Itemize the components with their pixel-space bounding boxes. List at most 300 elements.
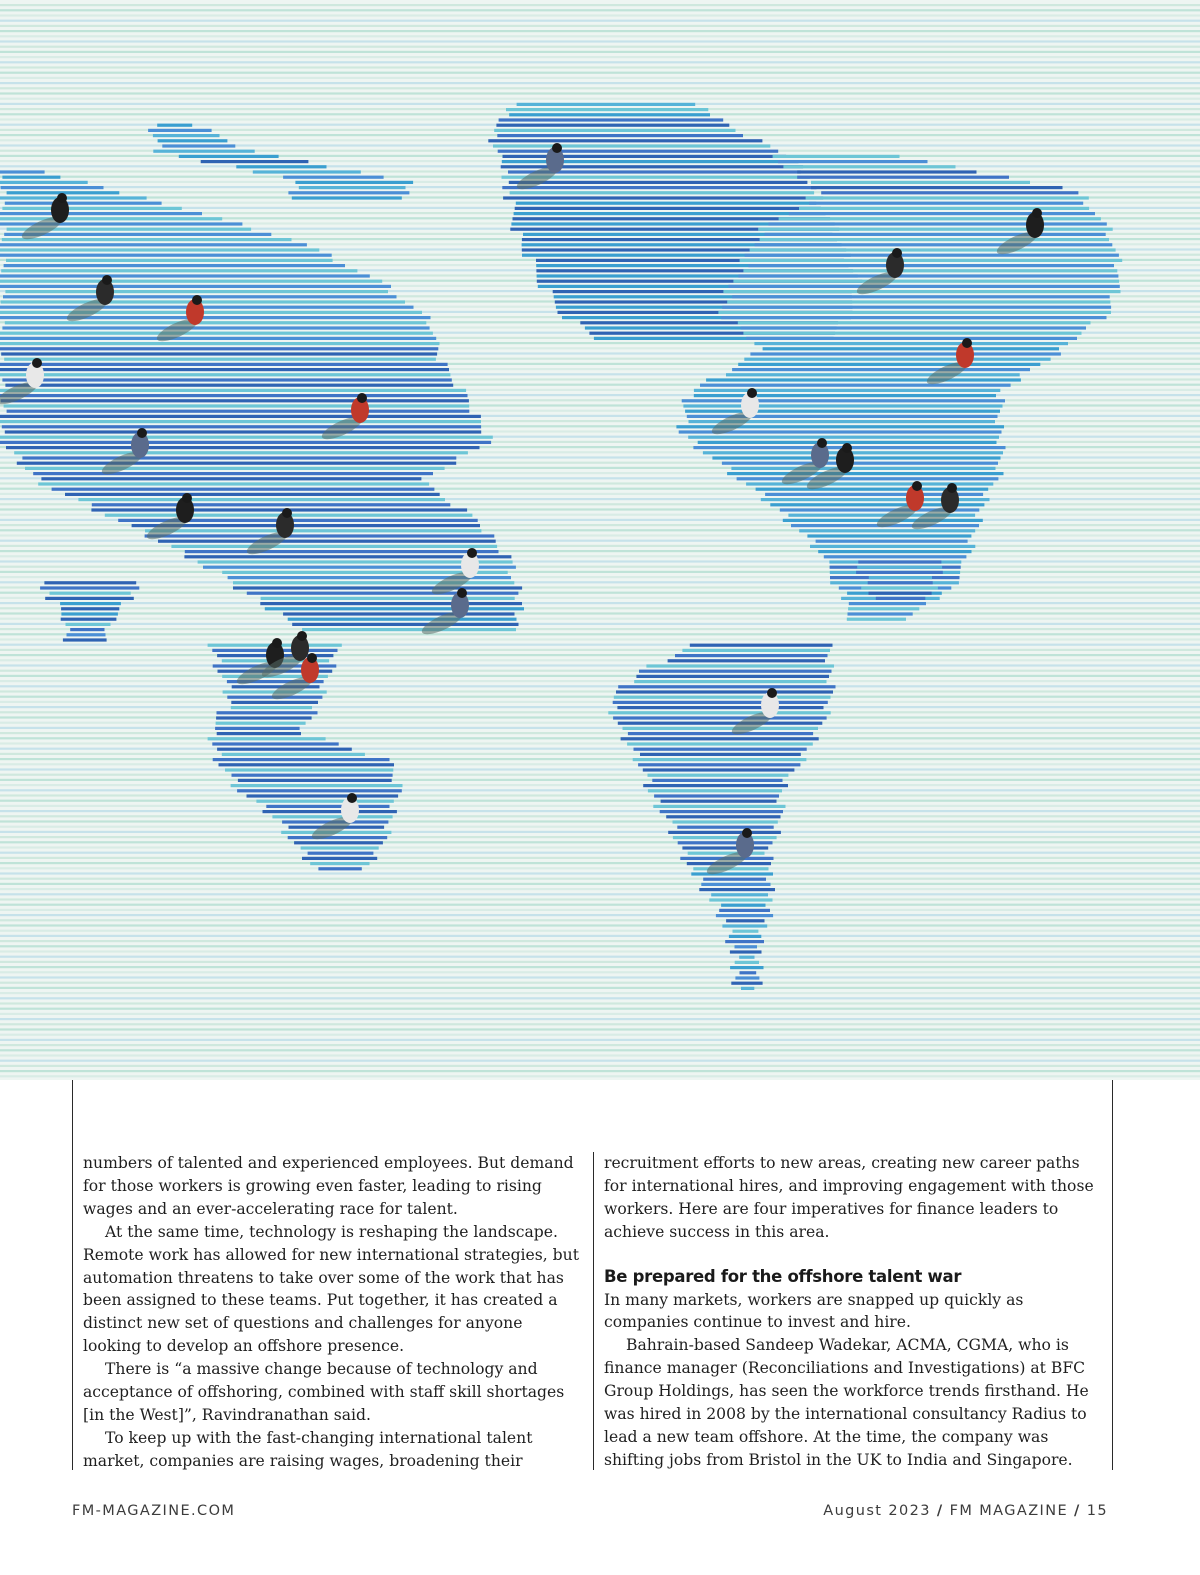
sea-stripe — [0, 82, 1200, 84]
sea-stripe — [0, 976, 1200, 978]
sea-stripe — [0, 878, 1200, 880]
land-stripe — [6, 446, 480, 449]
land-stripe — [0, 316, 431, 319]
land-stripe — [654, 794, 779, 797]
land-stripe — [0, 363, 448, 366]
land-stripe — [716, 914, 773, 917]
land-stripe — [0, 181, 88, 184]
land-stripe — [0, 342, 440, 345]
land-stripe — [5, 290, 388, 293]
land-stripe — [613, 701, 828, 704]
land-stripe — [746, 337, 1077, 340]
sea-stripe — [0, 857, 1200, 859]
land-stripe — [726, 373, 1020, 376]
land-stripe — [263, 810, 397, 813]
publication-name: FM MAGAZINE — [949, 1503, 1069, 1519]
land-stripe — [283, 612, 514, 615]
land-stripe — [17, 462, 456, 465]
land-stripe — [809, 202, 1083, 205]
land-stripe — [78, 498, 445, 501]
sea-stripe — [0, 1002, 1200, 1004]
sea-stripe — [0, 555, 1200, 557]
footer-folio — [823, 1503, 1108, 1519]
land-stripe — [799, 207, 1089, 210]
sea-stripe — [0, 659, 1200, 661]
sea-stripe — [0, 1075, 1200, 1077]
land-stripe — [634, 748, 807, 751]
land-stripe — [318, 867, 361, 870]
land-stripe — [628, 732, 813, 735]
land-stripe — [38, 482, 429, 485]
sea-stripe — [0, 1044, 1200, 1046]
sea-stripe — [0, 633, 1200, 635]
sea-stripe — [0, 649, 1200, 651]
sea-stripe — [0, 737, 1200, 739]
land-stripe — [283, 176, 384, 179]
land-stripe — [45, 597, 134, 600]
person-head — [892, 248, 902, 258]
person-head — [552, 143, 562, 153]
sea-stripe — [0, 20, 1200, 22]
land-stripe — [272, 815, 392, 818]
sea-stripe — [0, 66, 1200, 68]
land-stripe — [494, 129, 735, 132]
land-stripe — [730, 950, 762, 953]
sea-stripe — [0, 670, 1200, 672]
section-heading: Be prepared for the offshore talent war — [604, 1266, 962, 1286]
land-stripe — [213, 758, 390, 761]
land-stripe — [201, 160, 309, 163]
land-stripe — [52, 488, 435, 491]
person-head — [747, 388, 757, 398]
land-stripe — [733, 930, 759, 933]
land-stripe — [92, 503, 451, 506]
land-stripe — [731, 982, 762, 985]
land-stripe — [858, 560, 941, 563]
land-stripe — [302, 857, 377, 860]
sea-stripe — [0, 820, 1200, 822]
paragraph: numbers of talented and experienced employees. But demand for those workers is growing even faster, leading to rising wages and an ever-accelerating race for talent. — [83, 1154, 574, 1218]
land-stripe — [65, 493, 440, 496]
land-stripe — [677, 826, 773, 829]
land-stripe — [623, 727, 819, 730]
land-stripe — [739, 956, 754, 959]
sea-stripe — [0, 826, 1200, 828]
sea-stripe — [0, 919, 1200, 921]
land-stripe — [779, 217, 1101, 220]
land-stripe — [848, 607, 919, 610]
land-stripe — [673, 836, 777, 839]
land-stripe — [171, 545, 497, 548]
sea-stripe — [0, 72, 1200, 74]
land-stripe — [636, 675, 829, 678]
land-stripe — [740, 259, 1123, 262]
land-stripe — [668, 831, 781, 834]
land-stripe — [158, 540, 496, 543]
land-stripe — [233, 581, 514, 584]
sea-stripe — [0, 576, 1200, 578]
land-stripe — [778, 160, 928, 163]
land-stripe — [743, 332, 1081, 335]
land-stripe — [7, 410, 470, 413]
land-stripe — [153, 134, 220, 137]
land-stripe — [768, 222, 1106, 225]
sea-stripe — [0, 815, 1200, 817]
sea-stripe — [0, 940, 1200, 942]
land-stripe — [499, 118, 724, 121]
land-stripe — [729, 935, 761, 938]
sea-stripe — [0, 560, 1200, 562]
land-stripe — [743, 269, 1117, 272]
person-head — [842, 443, 852, 453]
sea-stripe — [0, 748, 1200, 750]
land-stripe — [510, 191, 814, 194]
land-stripe — [722, 306, 1111, 309]
land-stripe — [302, 628, 516, 631]
land-stripe — [0, 196, 147, 199]
person-head — [182, 493, 192, 503]
land-stripe — [260, 602, 522, 605]
land-stripe — [618, 685, 835, 688]
sea-stripe — [0, 789, 1200, 791]
land-stripe — [811, 186, 1063, 189]
sea-stripe — [0, 628, 1200, 630]
land-stripe — [678, 841, 773, 844]
land-stripe — [4, 264, 345, 267]
land-stripe — [61, 618, 117, 621]
land-stripe — [694, 389, 1000, 392]
land-stripe — [758, 228, 1112, 231]
land-stripe — [760, 238, 1109, 241]
land-stripe — [66, 623, 111, 626]
land-stripe — [516, 202, 817, 205]
frame-line-middle — [593, 1152, 594, 1470]
sea-stripe — [0, 971, 1200, 973]
page-number: 15 — [1086, 1503, 1108, 1519]
land-stripe — [41, 477, 421, 480]
land-stripe — [634, 680, 826, 683]
land-stripe — [70, 628, 104, 631]
sea-stripe — [0, 722, 1200, 724]
land-stripe — [869, 592, 932, 595]
sea-stripe — [0, 550, 1200, 552]
sea-stripe — [0, 966, 1200, 968]
land-stripe — [0, 389, 466, 392]
sea-stripe — [0, 930, 1200, 932]
land-stripe — [0, 441, 491, 444]
land-stripe — [0, 248, 319, 251]
land-stripe — [217, 711, 318, 714]
land-stripe — [61, 612, 118, 615]
person-head — [947, 483, 957, 493]
land-stripe — [741, 987, 754, 990]
sea-stripe — [0, 9, 1200, 11]
sea-stripe — [0, 800, 1200, 802]
land-stripe — [212, 742, 338, 745]
sea-stripe — [0, 685, 1200, 687]
land-stripe — [699, 888, 775, 891]
land-stripe — [730, 966, 763, 969]
sea-stripe — [0, 784, 1200, 786]
sea-stripe — [0, 987, 1200, 989]
land-stripe — [33, 472, 433, 475]
land-stripe — [222, 753, 365, 756]
sea-stripe — [0, 794, 1200, 796]
land-stripe — [496, 124, 729, 127]
person-head — [467, 548, 477, 558]
sea-stripe — [0, 592, 1200, 594]
sea-stripe — [0, 618, 1200, 620]
land-stripe — [712, 456, 1000, 459]
land-stripe — [748, 264, 1114, 267]
land-stripe — [509, 181, 808, 184]
paragraph: At the same time, technology is reshaping the landscape. Remote work has allowed for new international strategies, but automation threatens to take over some of the work that has been assigned to these teams. Put together, it has created a distinct new set of questions and challenges for anyone looking to develop an offshore presence. — [83, 1222, 579, 1356]
land-stripe — [0, 415, 481, 418]
land-stripe — [727, 300, 1110, 303]
land-stripe — [722, 462, 998, 465]
sea-stripe — [0, 774, 1200, 776]
land-stripe — [868, 581, 933, 584]
land-stripe — [728, 285, 1119, 288]
land-stripe — [675, 654, 828, 657]
article-column-right — [604, 1152, 1106, 1472]
land-stripe — [63, 638, 107, 641]
sea-stripe — [0, 612, 1200, 614]
land-stripe — [731, 467, 995, 470]
land-stripe — [847, 618, 906, 621]
land-stripe — [5, 202, 162, 205]
land-stripe — [857, 566, 942, 569]
land-stripe — [158, 139, 228, 142]
paragraph: In many markets, workers are snapped up quickly as companies continue to invest and hire. — [604, 1290, 1024, 1332]
land-stripe — [0, 368, 449, 371]
sea-stripe — [0, 810, 1200, 812]
sea-stripe — [0, 30, 1200, 32]
land-stripe — [811, 181, 1030, 184]
land-stripe — [60, 602, 121, 605]
land-stripe — [738, 321, 1091, 324]
land-stripe — [0, 243, 307, 246]
sea-stripe — [0, 862, 1200, 864]
land-stripe — [0, 373, 450, 376]
land-stripe — [673, 820, 778, 823]
land-stripe — [754, 342, 1068, 345]
sea-stripe — [0, 680, 1200, 682]
land-stripe — [266, 805, 389, 808]
land-stripe — [750, 248, 1116, 251]
land-stripe — [216, 722, 306, 725]
sea-stripe — [0, 607, 1200, 609]
land-stripe — [231, 706, 312, 709]
land-stripe — [2, 326, 429, 329]
sea-stripe — [0, 846, 1200, 848]
land-stripe — [683, 404, 1002, 407]
frame-line-right — [1112, 1080, 1113, 1470]
separator: / — [1074, 1503, 1081, 1519]
sea-stripe — [0, 61, 1200, 63]
sea-stripe — [0, 982, 1200, 984]
land-stripe — [295, 181, 413, 184]
land-stripe — [5, 384, 453, 387]
land-stripe — [646, 664, 834, 667]
land-stripe — [179, 155, 279, 158]
sea-stripe — [0, 893, 1200, 895]
land-stripe — [810, 545, 975, 548]
land-stripe — [633, 758, 807, 761]
land-stripe — [824, 555, 967, 558]
land-stripe — [732, 368, 1030, 371]
sea-stripe — [0, 992, 1200, 994]
land-stripe — [503, 196, 823, 199]
sea-stripe — [0, 571, 1200, 573]
land-stripe — [231, 701, 318, 704]
land-stripe — [723, 290, 1120, 293]
land-stripe — [666, 815, 780, 818]
land-stripe — [701, 883, 770, 886]
sea-stripe — [0, 1060, 1200, 1062]
separator: / — [936, 1503, 944, 1519]
sea-stripe — [0, 997, 1200, 999]
land-stripe — [613, 716, 827, 719]
person-head — [282, 508, 292, 518]
land-stripe — [694, 394, 996, 397]
sea-stripe — [0, 40, 1200, 42]
land-stripe — [1, 352, 437, 355]
land-stripe — [148, 129, 212, 132]
sea-stripe — [0, 836, 1200, 838]
land-stripe — [145, 529, 481, 532]
land-stripe — [0, 212, 202, 215]
land-stripe — [706, 378, 1021, 381]
sea-stripe — [0, 753, 1200, 755]
land-stripe — [718, 311, 1111, 314]
land-stripe — [660, 810, 783, 813]
land-stripe — [0, 217, 222, 220]
land-stripe — [616, 690, 833, 693]
land-stripe — [5, 430, 481, 433]
land-stripe — [876, 597, 926, 600]
land-stripe — [0, 170, 45, 173]
sea-stripe — [0, 898, 1200, 900]
land-stripe — [688, 852, 765, 855]
land-stripe — [488, 139, 762, 142]
land-stripe — [256, 800, 393, 803]
land-stripe — [643, 768, 795, 771]
land-stripe — [292, 623, 518, 626]
land-stripe — [0, 394, 468, 397]
sea-stripe — [0, 904, 1200, 906]
land-stripe — [217, 732, 301, 735]
land-stripe — [733, 280, 1119, 283]
sea-stripe — [0, 581, 1200, 583]
land-stripe — [0, 306, 414, 309]
person-head — [1032, 208, 1042, 218]
land-stripe — [67, 633, 106, 636]
land-stripe — [661, 800, 777, 803]
land-stripe — [744, 358, 1050, 361]
land-stripe — [502, 186, 816, 189]
land-stripe — [797, 170, 976, 173]
land-stripe — [238, 779, 392, 782]
sea-stripe — [0, 961, 1200, 963]
land-stripe — [691, 872, 773, 875]
land-stripe — [514, 212, 826, 215]
sea-stripe — [0, 768, 1200, 770]
sea-stripe — [0, 742, 1200, 744]
land-stripe — [14, 451, 468, 454]
land-stripe — [2, 176, 60, 179]
sea-stripe — [0, 623, 1200, 625]
land-stripe — [493, 144, 770, 147]
sea-stripe — [0, 56, 1200, 58]
land-stripe — [216, 716, 312, 719]
land-stripe — [2, 425, 481, 428]
sea-stripe — [0, 924, 1200, 926]
person-head — [272, 638, 282, 648]
land-stripe — [755, 243, 1113, 246]
land-stripe — [153, 150, 254, 153]
sea-stripe — [0, 956, 1200, 958]
land-stripe — [288, 618, 517, 621]
land-stripe — [50, 592, 131, 595]
land-stripe — [517, 103, 696, 106]
person-head — [767, 688, 777, 698]
sea-stripe — [0, 763, 1200, 765]
footer-website — [72, 1503, 235, 1519]
land-stripe — [509, 113, 710, 116]
land-stripe — [1, 300, 405, 303]
land-stripe — [721, 904, 765, 907]
land-stripe — [856, 571, 943, 574]
land-stripe — [735, 961, 759, 964]
sea-stripe — [0, 654, 1200, 656]
land-stripe — [638, 763, 800, 766]
land-stripe — [2, 207, 181, 210]
land-stripe — [682, 846, 768, 849]
paragraph: To keep up with the fast-changing international talent market, companies are raising wages, broadening their — [83, 1428, 533, 1470]
land-stripe — [0, 274, 370, 277]
land-stripe — [265, 607, 524, 610]
land-stripe — [807, 534, 971, 537]
land-stripe — [735, 945, 758, 948]
land-stripe — [639, 670, 832, 673]
land-stripe — [765, 233, 1106, 236]
land-stripe — [253, 170, 361, 173]
person-head — [297, 631, 307, 641]
sea-stripe — [0, 935, 1200, 937]
land-stripe — [162, 144, 235, 147]
land-stripe — [288, 191, 409, 194]
land-stripe — [643, 784, 788, 787]
land-stripe — [232, 774, 393, 777]
land-stripe — [506, 108, 708, 111]
land-stripe — [783, 165, 955, 168]
land-stripe — [848, 612, 913, 615]
person-head — [742, 828, 752, 838]
paragraph: There is “a massive change because of technology and acceptance of offshoring, combined with staff skill shortages [in the West]”, Ravindranathan said. — [83, 1360, 565, 1424]
sea-stripe — [0, 732, 1200, 734]
land-stripe — [225, 768, 393, 771]
land-stripe — [5, 321, 427, 324]
person-head — [347, 793, 357, 803]
land-stripe — [233, 586, 522, 589]
sea-stripe — [0, 716, 1200, 718]
sea-stripe — [0, 1070, 1200, 1072]
sea-stripe — [0, 779, 1200, 781]
land-stripe — [727, 472, 1003, 475]
land-stripe — [4, 404, 470, 407]
land-stripe — [738, 363, 1040, 366]
